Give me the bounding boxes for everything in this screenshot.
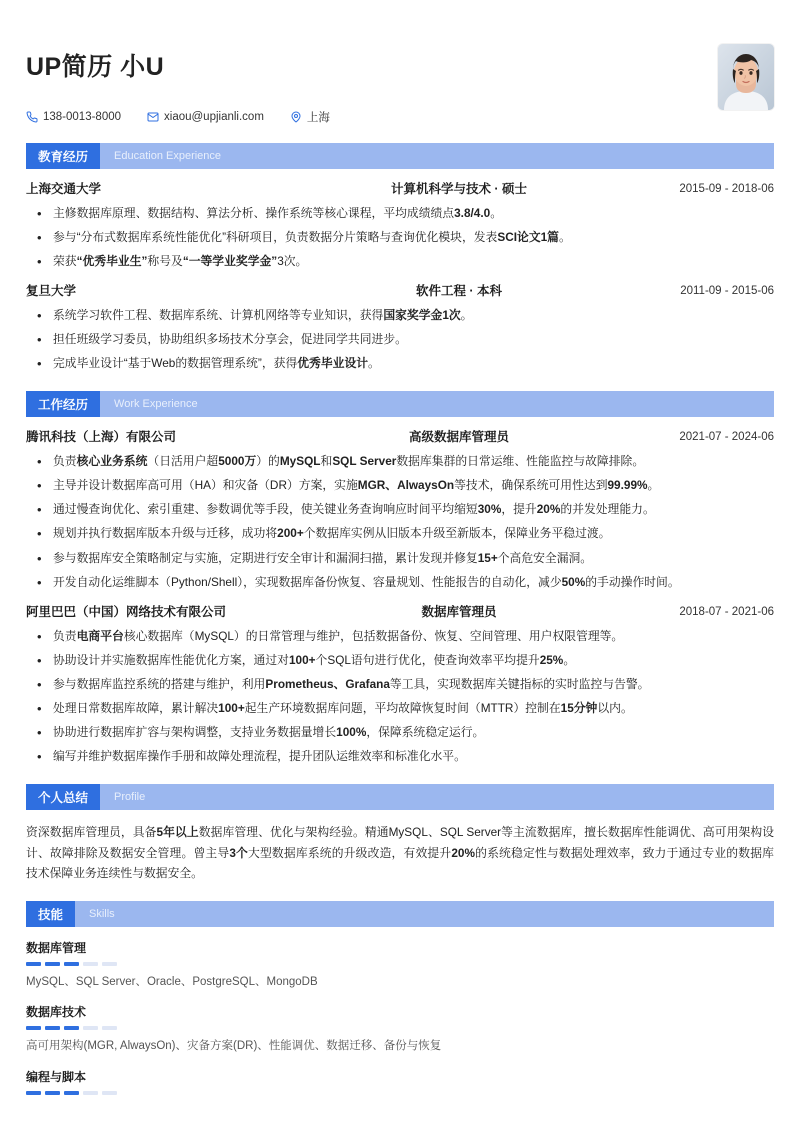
entry-bullets [26,306,774,373]
skill-rating-dash [26,962,41,966]
section-title-cn: 教育经历 [26,143,100,169]
bullet-item: • 协助设计并实施数据库性能优化方案，通过对100+个SQL语句进行优化，使查询效率平均提升25%。 [26,651,774,670]
skill-rating-dash [26,1026,41,1030]
education-entry [26,282,774,373]
skill-rating-dash [83,1026,98,1030]
entry-organization: 复旦大学 [26,284,77,299]
entry-role: 计算机科学与技术 · 硕士 [390,182,528,197]
skill-item [26,1068,774,1095]
section-work [26,391,774,766]
bullet-item: • 开发自动化运维脚本（Python/Shell），实现数据库备份恢复、容量规划、性能报告的自动化，减少50%的手动操作时间。 [26,573,774,592]
section-header-work [26,391,774,417]
bullet-item: • 负责核心业务系统（日活用户超5000万）的MySQL和SQL Server数据库集群的日常运维、性能监控与故障排除。 [26,452,774,471]
bullet-item: • 编写并维护数据库操作手册和故障处理流程，提升团队运维效率和标准化水平。 [26,747,774,766]
phone-icon [26,111,38,123]
work-entry-list [26,428,774,766]
skill-rating-dash [102,1091,117,1095]
resume-header [26,26,774,125]
skill-name: 数据库技术 [26,1005,87,1020]
entry-role: 软件工程 · 本科 [415,284,503,299]
section-skills [26,901,774,1095]
skill-list [26,939,774,1095]
entry-date: 2011-09 - 2015-06 [680,285,774,298]
work-entry [26,428,774,591]
skill-rating-dash [102,1026,117,1030]
bullet-item: • 系统学习软件工程、数据库系统、计算机网络等专业知识，获得国家奖学金1次。 [26,306,774,325]
page-title: UP简历 小U [26,53,165,81]
skill-rating [26,1091,774,1095]
section-header-education [26,143,774,169]
skill-rating-dash [64,1026,79,1030]
skill-rating-dash [64,1091,79,1095]
section-title-en: Education Experience [114,150,222,163]
bullet-item: • 规划并执行数据库版本升级与迁移，成功将200+个数据库实例从旧版本升级至新版本，保障业务平稳过渡。 [26,524,774,543]
entry-header [26,282,774,301]
skill-rating-dash [26,1091,41,1095]
section-title-cn: 工作经历 [26,391,100,417]
skill-rating-dash [102,962,117,966]
location-pin-icon [290,111,302,123]
entry-date: 2015-09 - 2018-06 [679,183,774,196]
skill-rating-dash [45,1091,60,1095]
bullet-item: • 参与“分布式数据库系统性能优化”科研项目，负责数据分片策略与查询优化模块，发表SCI论文1篇。 [26,228,774,247]
bullet-item: • 主导并设计数据库高可用（HA）和灾备（DR）方案，实施MGR、AlwaysOn等技术，确保系统可用性达到99.99%。 [26,476,774,495]
bullet-item: • 处理日常数据库故障，累计解决100+起生产环境数据库问题，平均故障恢复时间（MTTR）控制在15分钟以内。 [26,699,774,718]
skill-rating-dash [45,962,60,966]
section-header-profile [26,784,774,810]
bullet-item: • 参与数据库监控系统的搭建与维护，利用Prometheus、Grafana等工具，实现数据库关键指标的实时监控与告警。 [26,675,774,694]
contact-phone[interactable] [26,111,121,123]
entry-header [26,180,774,199]
entry-bullets [26,204,774,271]
entry-role: 高级数据库管理员 [408,430,509,445]
skill-name: 数据库管理 [26,941,87,956]
bullet-item: • 协助进行数据库扩容与架构调整，支持业务数据量增长100%，保障系统稳定运行。 [26,723,774,742]
education-entry [26,180,774,271]
contact-list [26,109,330,125]
section-title-cn: 技能 [26,901,75,927]
section-title-en: Profile [114,791,146,804]
section-title-en: Work Experience [114,398,198,411]
contact-location[interactable] [290,109,330,125]
contact-email-value: xiaou@upjianli.com [164,111,264,124]
contact-phone-value: 138-0013-8000 [43,111,122,124]
skill-rating-dash [83,1091,98,1095]
skill-item [26,1003,774,1055]
section-header-skills [26,901,774,927]
entry-date: 2018-07 - 2021-06 [679,605,774,618]
skill-description: MySQL、SQL Server、Oracle、PostgreSQL、MongoDB [26,976,318,989]
section-title-cn: 个人总结 [26,784,100,810]
entry-header [26,603,774,622]
bullet-item: • 参与数据库安全策略制定与实施，定期进行安全审计和漏洞扫描，累计发现并修复15+个高危安全漏洞。 [26,549,774,568]
header-left [26,40,330,125]
envelope-icon [147,111,159,123]
work-entry [26,603,774,766]
bullet-item: • 通过慢查询优化、索引重建、参数调优等手段，使关键业务查询响应时间平均缩短30%，提升20%的并发处理能力。 [26,500,774,519]
skill-rating-dash [45,1026,60,1030]
entry-bullets [26,452,774,592]
profile-paragraph: 资深数据库管理员，具备5年以上数据库管理、优化与架构经验。精通MySQL、SQL Server等主流数据库，擅长数据库性能调优、高可用架构设计、故障排除及数据安全管理。曾主导3个大型数据库系统的升级改造，有效提升20%的系统稳定性与数据处理效率，致力于通过专业的数据库技术保障业务连续性与数据安全。 [26,825,774,880]
entry-header [26,428,774,447]
bullet-item: • 荣获“优秀毕业生”称号及“一等学业奖学金”3次。 [26,252,774,271]
skill-description: 高可用架构(MGR, AlwaysOn)、灾备方案(DR)、性能调优、数据迁移、备份与恢复 [26,1040,442,1053]
skill-rating-dash [64,962,79,966]
skill-rating [26,962,774,966]
skill-name: 编程与脚本 [26,1069,87,1084]
entry-date: 2021-07 - 2024-06 [679,431,774,444]
education-entry-list [26,180,774,373]
bullet-item: • 完成毕业设计“基于Web的数据管理系统”，获得优秀毕业设计。 [26,354,774,373]
contact-email[interactable] [147,111,264,123]
bullet-item: • 负责电商平台核心数据库（MySQL）的日常管理与维护，包括数据备份、恢复、空间管理、用户权限管理等。 [26,627,774,646]
section-title-en: Skills [89,908,115,921]
skill-rating [26,1026,774,1030]
bullet-item: • 担任班级学习委员，协助组织多场技术分享会，促进同学共同进步。 [26,330,774,349]
entry-bullets [26,627,774,767]
section-education [26,143,774,373]
entry-organization: 上海交通大学 [26,182,102,197]
skill-item [26,939,774,991]
entry-organization: 腾讯科技（上海）有限公司 [26,430,177,445]
entry-role: 数据库管理员 [421,604,497,619]
contact-location-value: 上海 [306,112,330,125]
avatar [718,44,774,110]
skill-rating-dash [83,962,98,966]
entry-organization: 阿里巴巴（中国）网络技术有限公司 [26,604,227,619]
bullet-item: • 主修数据库原理、数据结构、算法分析、操作系统等核心课程，平均成绩绩点3.8/4.0。 [26,204,774,223]
section-profile [26,784,774,883]
